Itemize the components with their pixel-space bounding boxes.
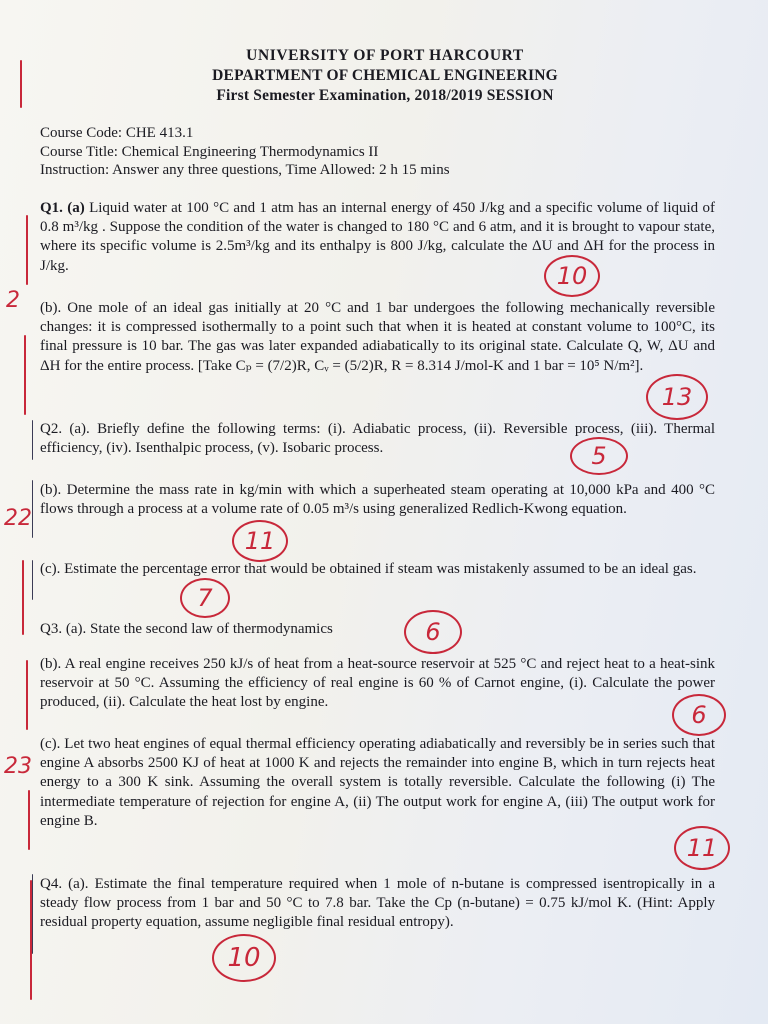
red-pen-stroke: [24, 335, 26, 415]
score-q2c: 7: [180, 578, 230, 618]
course-info: [40, 124, 720, 180]
pencil-brace: [32, 480, 33, 538]
question-4a: Q4. (a). Estimate the final temperature required when 1 mole of n-butane is compressed isentropically in a steady flow process from 1 bar and 50 °C to 7.8 bar. Take the Cp (n-butane) = 0.75 kJ/mol K. (Hint: Apply residual property equation, assume negligible final residual entropy).: [40, 876, 715, 931]
red-pen-stroke: [28, 790, 30, 850]
side-score-q3: 23: [4, 754, 32, 779]
university-name: UNIVERSITY OF PORT HARCOURT: [246, 47, 524, 64]
exam-header: [150, 46, 620, 106]
question-2c: (c). Estimate the percentage error that would be obtained if steam was mistakenly assumed to be an ideal gas.: [40, 561, 697, 577]
score-q1a: 10: [544, 255, 600, 297]
question-1a-text: Liquid water at 100 °C and 1 atm has an internal energy of 450 J/kg and a specific volume of liquid of 0.8 m³/kg . Suppose the condition of the water is changed to 180 °C and 6 atm, and it is brought to vapour state, where its specific volume is 2.5m³/kg and its enthalpy is 800 J/kg, calculate the ΔU and ΔH for the process in J/kg.: [40, 200, 715, 274]
question-2a: Q2. (a). Briefly define the following terms: (i). Adiabatic process, (ii). Reversible process, (iii). Thermal efficiency, (iv). Isenthalpic process, (v). Isobaric process.: [40, 421, 715, 457]
department-name: DEPARTMENT OF CHEMICAL ENGINEERING: [212, 67, 558, 84]
score-q3c: 11: [674, 826, 730, 870]
question-1b: (b). One mole of an ideal gas initially at 20 °C and 1 bar undergoes the following mechanically reversible changes: it is compressed isothermally to a point such that when it is heated at constant volume to 100°C, its final pressure is 10 bar. The gas was later expanded adiabatically to its original state. Calculate Q, W, ΔU and ΔH for the entire process. [Take Cₚ = (7/2)R, Cᵥ = (5/2)R, R = 8.314 J/mol-K and 1 bar = 10⁵ N/m²].: [40, 300, 715, 374]
side-score-q2: 22: [4, 506, 32, 531]
red-pen-stroke: [26, 215, 28, 285]
score-q3b: 6: [672, 694, 726, 736]
course-title: Course Title: Chemical Engineering Thermodynamics II: [40, 143, 379, 160]
red-pen-stroke: [22, 560, 24, 635]
question-3a: Q3. (a). State the second law of thermodynamics: [40, 621, 333, 637]
score-q1b: 13: [646, 374, 708, 420]
red-pen-stroke: [20, 60, 22, 108]
pencil-brace: [32, 420, 33, 460]
pencil-brace: [32, 560, 33, 600]
course-code: Course Code: CHE 413.1: [40, 125, 194, 141]
instruction: Instruction: Answer any three questions, Time Allowed: 2 h 15 mins: [40, 162, 450, 178]
score-q4a: 10: [212, 934, 276, 982]
question-3c: (c). Let two heat engines of equal thermal efficiency operating adiabatically and reversibly be in series such that engine A absorbs 2500 KJ of heat at 1000 K and rejects the remainder into engine B, which in turn rejects heat energy to a 300 K sink. Assuming the overall system is totally reversible. Calculate the following (i) The intermediate temperature of rejection for engine A, (ii) The output work for engine A, (iii) The output work for engine B.: [40, 736, 715, 829]
question-1a-label: Q1. (a): [40, 200, 85, 216]
red-pen-stroke: [26, 660, 28, 730]
question-1a: [40, 199, 715, 276]
exam-session: First Semester Examination, 2018/2019 SESSION: [216, 87, 554, 104]
score-q3a: 6: [404, 610, 462, 654]
red-pen-stroke: [30, 880, 32, 1000]
score-q2a: 5: [570, 437, 628, 475]
question-2b: (b). Determine the mass rate in kg/min with which a superheated steam operating at 10,000 kPa and 400 °C flows through a process at a volume rate of 0.05 m³/s using generalized Redlich-Kwong equation.: [40, 482, 715, 518]
score-q2b: 11: [232, 520, 288, 562]
side-score-q1: 2: [6, 288, 20, 313]
question-3b: (b). A real engine receives 250 kJ/s of heat from a heat-source reservoir at 525 °C and reject heat to a heat-sink reservoir at 50 °C. Assuming the efficiency of real engine is 60 % of Carnot engine, (i). Calculate the power produced, (ii). Calculate the heat lost by engine.: [40, 656, 715, 711]
pencil-brace: [32, 874, 33, 954]
